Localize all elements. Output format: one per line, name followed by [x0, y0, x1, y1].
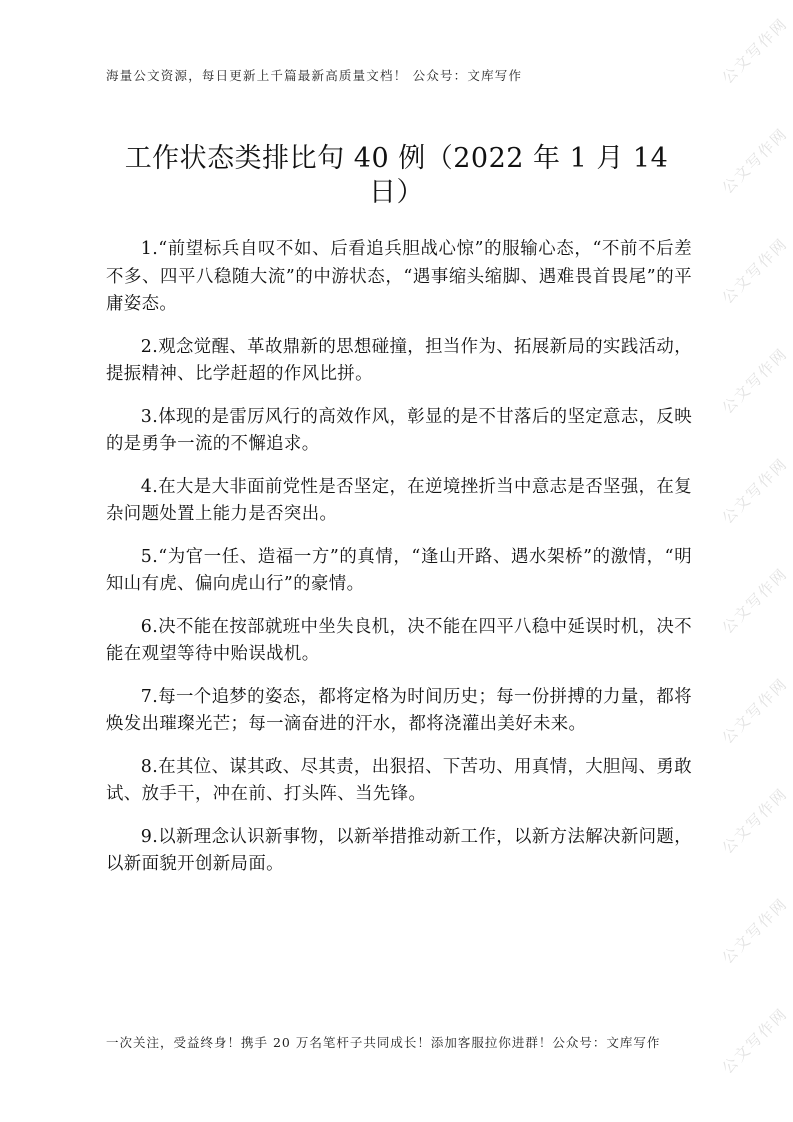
watermark-text: 公文写作网 — [718, 784, 792, 858]
list-item: 4.在大是大非面前党性是否坚定，在逆境挫折当中意志是否坚强，在复杂问题处置上能力是否突出。 — [106, 476, 692, 524]
watermark-text: 公文写作网 — [718, 124, 792, 198]
watermark-text: 公文写作网 — [718, 344, 792, 418]
page-footer: 一次关注，受益终身！携手 20 万名笔杆子共同成长！添加客服拉你进群！公众号：文库写作 — [106, 1035, 661, 1050]
watermark-text: 公文写作网 — [718, 1004, 792, 1078]
list-item: 5.“为官一任、造福一方”的真情，“逢山开路、遇水架桥”的激情，“明知山有虎、偏向虎山行”的豪情。 — [106, 546, 692, 594]
watermark-text: 公文写作网 — [718, 674, 792, 748]
watermark-text: 公文写作网 — [718, 894, 792, 968]
watermark-text: 公文写作网 — [718, 564, 792, 638]
document-title: 工作状态类排比句 40 例（2022 年 1 月 14 日） — [124, 143, 669, 208]
list-item: 2.观念觉醒、革故鼎新的思想碰撞，担当作为、拓展新局的实践活动，提振精神、比学赶超的作风比拼。 — [106, 336, 692, 384]
list-item: 7.每一个追梦的姿态，都将定格为时间历史；每一份拼搏的力量，都将焕发出璀璨光芒；每一滴奋进的汗水，都将浇灌出美好未来。 — [106, 686, 692, 734]
page-header: 海量公文资源，每日更新上千篇最新高质量文档！ 公众号：文库写作 — [106, 68, 523, 83]
list-item: 8.在其位、谋其政、尽其责，出狠招、下苦功、用真情，大胆闯、勇敢试、放手干，冲在前、打头阵、当先锋。 — [106, 756, 692, 804]
list-item: 1.“前望标兵自叹不如、后看追兵胆战心惊”的服输心态，“不前不后差不多、四平八稳随大流”的中游状态，“遇事缩头缩脚、遇难畏首畏尾”的平庸姿态。 — [106, 239, 692, 314]
watermark-text: 公文写作网 — [718, 454, 792, 528]
sentence-list — [106, 236, 692, 894]
list-item: 9.以新理念认识新事物，以新举措推动新工作，以新方法解决新问题，以新面貌开创新局面。 — [106, 826, 692, 874]
watermark-text: 公文写作网 — [718, 14, 792, 88]
watermark-text: 公文写作网 — [718, 234, 792, 308]
list-item: 3.体现的是雷厉风行的高效作风，彰显的是不甘落后的坚定意志，反映的是勇争一流的不懈追求。 — [106, 406, 692, 454]
list-item: 6.决不能在按部就班中坐失良机，决不能在四平八稳中延误时机，决不能在观望等待中贻误战机。 — [106, 616, 692, 664]
